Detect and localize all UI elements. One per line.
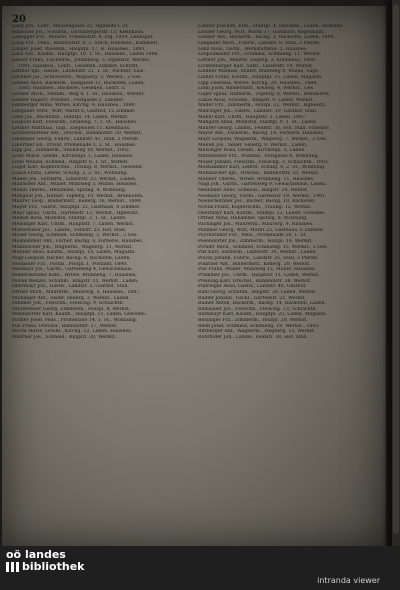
entry-line: Rainer Anton, Bäckerm., Backg. 14, Backofen, Laden. <box>198 301 327 307</box>
entry-line: Meisinger Rosa, Greißl., Kirchenpl. 5, Laden. <box>198 148 306 154</box>
entry-line: Meindl Jos., Seiler, Seilerg. 8, Werkst., Laden. <box>198 142 308 148</box>
entry-line: Pichler Mich., Schmied, Schmiedg. 15, Werkst., 2 Ges. <box>198 244 328 250</box>
entry-line: Lichtenwörther Ant., Drechsl., Bahnhofstr. 30, Werkst. <box>12 131 142 137</box>
entry-line: Leopoldseder Frz., Schmied, Schmiedg. 11, Werkst. <box>198 52 322 58</box>
entry-line: Mayr Leopold, Wagnerm., Wagnerg. 7, Werkst., 2 Ges. <box>198 137 328 143</box>
entry-line: Müllner Alois, Kaufm., Stadtpl. 18, Laden, Magazin. <box>12 250 136 256</box>
entry-line: Novak Franz, Kupferschm., Traung. 12, Werkst. <box>198 205 312 210</box>
entry-line: Pammer Joh., Fleischh., Fleischg. 9, Schlachtb. <box>12 301 125 307</box>
entry-line: Müllner Theres., Witwe, Brunneng. 11, Hausbes. <box>198 176 315 182</box>
library-logo[interactable] <box>6 549 84 573</box>
entry-line: Neubauer Alois, Schneid., Ringstr. 24, Werkst. <box>198 188 309 194</box>
entry-line: Loibl Wenzel, Schneid., Ringstr. 6, 1. St., Werkst. <box>12 159 129 165</box>
entry-line: Leitner Mich., Steinm., Weg 4, 1. St., Hausbes., Werkst. <box>12 91 145 97</box>
entry-line: Luger Karl, Kupferschm., Traung. 8, Werkst., Gesellen. <box>12 165 144 171</box>
entry-line: Lanz Ant., Kaufm., Hauptpl. 10, 1. St., Hausbes., Laden 1888. <box>12 52 160 58</box>
entry-line: Mühlbacher Joh., Wagnerm., Wagnerg. 11, Werkst. <box>12 244 133 250</box>
entry-line: Pöll Franz, Müller, Mühlweg 12, Mühle, Hausbes. <box>198 267 316 273</box>
entry-line: Mitterhuber Frz., Postbed., Postgasse 6, Wohnung. <box>198 154 320 160</box>
entry-line: Lindinger Georg, Fuhrw., Landstr. 41, Stall, 2 Pferde. <box>12 137 140 143</box>
entry-line: Neumayr Georg, Tischl., Gartenstr. 18, Werkst., 1901. <box>198 193 327 199</box>
entry-line: Pichler Josef, Pens., Promenade 14, 1. St., Wohnung. <box>12 318 138 324</box>
entry-line: Moshammer Ant., Färber, Bachg. 9, Färberei, Hausbes. <box>12 238 144 244</box>
entry-line: Lettner Joh., Maurer, Ziegelg. 3, Kleinhaus, 1890. <box>198 57 317 63</box>
entry-line: Pesendorfer Jos., Zimmerm., Holzpl. 16, Werkst. <box>198 238 313 244</box>
entry-line: Mühlbacher Ign., Drechsl., Bahnhofstr. 33, Werkst. <box>198 171 320 177</box>
entry-line: Reisinger Frz., Zimmerm., Holzpl. 20, Werkst. <box>198 318 308 324</box>
entry-line: Pühringer Alois, Gastw., Landstr. 40, Gasthof. <box>198 284 307 290</box>
entry-line: Moshammer Karl, Lehrer, Schulg. 4, 2. St., Wohnung. <box>198 165 326 171</box>
entry-line: Prammer Jos., Uhrm., Hauptstr. 11, Laden, Werkst. <box>198 272 320 278</box>
entry-line: Payrleithner Frz., Pens., Promenade 20, 1. St. <box>198 233 307 239</box>
entry-line: Luger Ignaz, Hafnerm., Töpferg. 6, Werkst., Brennofen. <box>198 91 331 97</box>
entry-line: Rabl Georg, Schuhm., Ringstr. 28, Laden, Werkst. <box>198 289 317 295</box>
entry-line: Lengauer Mich., Fuhrw., Landstr. 8, Stall, 3 Pferde. <box>198 40 321 46</box>
entry-line: Rittberger Ant., Wagnerm., Wagnerg. 15, Werkst. <box>198 329 316 335</box>
entry-line: Leitner Georg, Wirt, Markt 17, Gasthaus, Kegelbahn. <box>198 29 325 35</box>
entry-line: 1891, Hausbes., Lehrl., Gesellen, Zimmer, Schriftf. <box>18 63 139 69</box>
entry-line: Lasser Franz, Tischlerm., Johannesg. 5, Hgbesitz, Werkst., <box>12 57 152 63</box>
entry-line: Payrleithner Georg, Zimmerm., Holzpl. 4, Werkst. <box>12 306 131 312</box>
entry-line: Mitterhuber Jos., Landw., Feldstr. 25, Hof, Stall. <box>12 227 127 233</box>
entry-line: Linortner Ed., Privat, Promenade 5, 2. St., Hausbes. <box>12 142 137 148</box>
entry-line: Mader Jos., Sattlerm., Linzerstr. 22, Werkst., Laden. <box>12 176 137 182</box>
entry-line: Moser Georg, Schmied, Schmiedg. 2, Werkst., 2 Ges. <box>12 233 139 239</box>
entry-line: Leopold Karl, Fleischh., Grabeng. 7, 1. St., Hausbes. <box>12 120 138 126</box>
entry-line: Preining Karl, Drechsl., Bahnhofstr. 38, Werkst. <box>198 278 312 284</box>
entry-line: Niederleithner Kath., Witwe, Brunneng. 7, Hausbes. <box>12 272 137 278</box>
entry-line: Riedl Josef, Schmied, Schmiedg. 19, Werkst., 1895. <box>198 323 320 329</box>
entry-line: Leitner Rupert, Postbed., Postgasse 2, Zimmer. <box>12 97 125 103</box>
right-column <box>198 24 380 341</box>
entry-line: Maurer Leop., Bindermstr., Kellerg. 16, Werkst., 1899. <box>12 199 143 205</box>
entry-line: Mayer Frz., Gastw., Hauptpl. 21, Gasthaus, 8 Zimmer. <box>12 205 141 210</box>
entry-line: Pilz Franz, Drechsl., Bahnhofstr. 27, Werkst. <box>12 323 118 329</box>
entry-line: Pointner Ant., Bindermstr., Kellerg. 20, Werkst. <box>198 261 311 267</box>
viewer-label[interactable]: intranda viewer <box>317 576 380 585</box>
entry-line: Lipp Jos., Zimmerm., Steinweg 19, Werkst., 1902. <box>12 148 131 154</box>
entry-line: Lang Joh., Lehr., Moosengasse 22, Hgbesitz i. 21. <box>12 24 130 29</box>
entry-line: Obermayr Joh., Gastw., Landstr. 2, Gasthof, Stall. <box>12 284 130 290</box>
entry-line: Neubauer Frz., Postm., Postpl. 1, Postamt, 1890. <box>12 261 128 267</box>
entry-line: Ortner Mich., Maurerm., Maurerg. 5, Hausbes., 1887. <box>12 289 141 295</box>
entry-line: 1885, Hausbes., Bäckerei, Gesellen, Lehrl. 3. <box>18 86 126 92</box>
entry-line: Lengauer Ferd., Wirt, Markt 6, Gasthof, 12 Zimmer. <box>12 108 136 114</box>
scrollbar-thumb[interactable] <box>393 4 399 534</box>
entry-line: Mairhofer Ant., Müller, Mühlweg 3, Mühle, Hausbes. <box>12 182 139 188</box>
entry-line: Lang Frz., Pens., Bahnhofstr. 8, 2. Stock, Hausbes., Kammerl. <box>12 40 159 46</box>
entry-line: Mandl Karl, Uhrm., Hauptstr. 3, Laden, 1897. <box>198 114 307 120</box>
entry-line: Neumayr Jos., Gärtn., Gartenweg 4, Gewächshaus. <box>12 267 133 273</box>
entry-line: Pachinger Jos., Maurerm., Maurerg. 9, Hausbes. <box>198 221 314 227</box>
entry-line: Pesendorfer Karl, Kaufm., Hauptpl. 11, Laden, Gewölbe. <box>12 312 147 318</box>
entry-line: Obermayr Karl, Kaufm., Stadtpl. 22, Laden, Gewölbe. <box>198 210 326 216</box>
entry-line: Linner Franz, Kaufm., Hauptpl. 15, Laden, Magazin. <box>198 74 323 80</box>
entry-line: Moser Johann, Fleischh., Fleischg. 3, Schlachtb., 1893. <box>198 159 330 165</box>
entry-line: Mayer Ant., Färberm., Bachg. 14, Färberei, Hausbes. <box>198 131 325 137</box>
logo-line-2-text: bibliothek <box>22 560 85 573</box>
entry-line: Lehner Alois, Bäckerm., Badgasse 12, Backofen, Laden, <box>12 80 145 86</box>
entry-line: Lenz Jos., Buchbind., Stadtpl. 14, Laden, Werkst. <box>12 114 129 120</box>
logo-line-2 <box>6 561 84 573</box>
entry-line: Lichtenberger Karl, Sattl., Linzerstr. 14, Werkst. <box>198 63 314 69</box>
entry-line: Ortner Anna, Hebamme, Spitalg. 8, Wohnung. <box>198 216 308 222</box>
entry-line: Lechner Jul., Schlosserm., Wagnerg. 3, Werkst., 2 Ges. <box>12 74 143 80</box>
entry-line: Plöchl Johann, Fuhrw., Landstr. 35, Stall, 2 Pferde. <box>198 255 319 261</box>
logo-line-1: oö landes <box>6 548 66 561</box>
page-number: 20 <box>12 14 26 25</box>
entry-line: Mangold Joh., Hafner, Töpferg. 10, Werkst., Brennofen. <box>12 193 144 199</box>
scanned-page <box>2 6 386 546</box>
entry-line: Leitner Ant., Bäckerm., Backg. 2, Backofen, Laden, 1894. <box>198 35 336 41</box>
entry-line: Loidl Josef, Bindermstr., Kellerg. 4, Werkst., Ges. <box>198 86 315 92</box>
entry-line: Lettner Matthias, Tagl., Ziegelofen 11, Kleinhaus. <box>12 125 131 131</box>
entry-line: Nagl Leopold, Bäcker, Backg. 6, Backofen, Laden. <box>12 255 131 261</box>
entry-line: Maurer Georg, Landw., Feldstr. 30, Hof, Stall, Scheune. <box>198 125 331 131</box>
entry-line: Mairinger Jos., Gastw., Landstr. 19, Gasthof, Stall. <box>198 108 318 114</box>
scrollbar[interactable] <box>392 0 400 546</box>
entry-line: Lenz Alois, Tischl., Werkstättenw. 5, Hausbes. <box>198 46 308 52</box>
entry-line: Lemberger Anna, Witwe, Kirchg. 9, Hausbes., 1880. <box>12 103 137 109</box>
entry-line: Meisinger Karl, Uhrm., Hauptstr. 7, Laden, Werkst. <box>12 221 135 227</box>
entry-line: Niederleithner Jos., Bäcker, Backg. 10, Backofen. <box>198 199 316 205</box>
entry-line: Plöchl Marie, Greißl., Kirchg. 12, Laden, Hausbes. <box>12 329 133 335</box>
entry-line: Mandl Theres., Hebamme, Spitalg. 4, Wohnung. <box>12 188 127 194</box>
entry-line: Lanegger Frz., Maurer, Friedhofstr. 4, Ztg. 1904, Lehnsgut. <box>12 35 155 41</box>
entry-line: Pachinger Ant., Seiler, Seilerg. 3, Werkst., Laden. <box>12 295 131 301</box>
entry-line: Meindl Rosa, Modistin, Stadtpl. 3, 1. St., Laden. <box>12 216 127 222</box>
entry-line: Lattner Ign., Gastw., Lindenstr. 21, 1. St., Pächter, Saal. <box>12 69 146 75</box>
entry-line: Rohrhofer Joh., Landw., Feldstr. 38, Hof, Stall. <box>198 335 308 341</box>
left-column <box>12 24 194 341</box>
entry-line: Lehner Joachim, Kfm., Stadtpl. 4, Hausbes., Laden, Gewölbe. <box>198 24 344 29</box>
library-bars-icon <box>6 562 19 572</box>
entry-line: Mayr Ignaz, Tischl., Gartenstr. 12, Werkst., Hgbesitz. <box>12 210 139 216</box>
entry-line: Ramsauer Jos., Fleischh., Fleischg. 13, Schlachtb. <box>198 306 318 312</box>
entry-line: Habicher Jos., Schuhm., Dürrnbergerstr. 13, Kleinhaus. <box>12 29 145 35</box>
entry-line: Mangold Anna, Modistin, Stadtpl. 9, 1. St., Laden. <box>198 120 318 126</box>
entry-line: Pammer Georg, Wirt, Markt 25, Gasthaus, 6 Zimmer. <box>198 227 325 233</box>
entry-line: Langer Josef, Wasenm., Hauptpl. 17, H. Hausbes., 1893. <box>12 46 146 52</box>
entry-line: Pilz Karl, Sattlerm., Linzerstr. 30, Werkst., Laden. <box>198 250 317 256</box>
entry-line: Lindner Mathias, Müller, Mühlweg 8, Mühle, Säge. <box>198 69 320 75</box>
entry-line: Rathmayr Karl, Kaufm., Hauptpl. 25, Laden, Magazin. <box>198 312 327 318</box>
entry-line: Lipp Theresia, Witwe, Kirchg. 20, Hausbes., 1888. <box>198 80 318 86</box>
entry-line: Nagl Joh., Gärtn., Gartenweg 9, Gewächshaus, Laden. <box>198 182 327 188</box>
entry-line: Radler Johann, Tischl., Gartenstr. 22, Werkst. <box>198 295 307 301</box>
entry-line: Lukas Alois, Schuhm., Ringstr. 9, Laden, Werkst. <box>198 97 314 103</box>
entry-line: Mader Frz., Zimmerm., Holzpl. 12, Werkst., Hgbesitz. <box>198 103 327 109</box>
entry-line: Novak Wenzel, Schuhm., Ringstr. 15, Werkst., Laden. <box>12 278 139 284</box>
entry-line: Pointner Jos., Schneid., Ringstr. 20, Werkst. <box>12 335 117 341</box>
entry-line: Loidl Marie, Greißl., Kirchenpl. 1, Laden, Hausbes. <box>12 154 134 160</box>
entry-line: Lukas Franz, Lehrer, Schulg. 2, 2. St., Wohnung. <box>12 171 128 177</box>
page-edge-shadow <box>382 0 392 590</box>
